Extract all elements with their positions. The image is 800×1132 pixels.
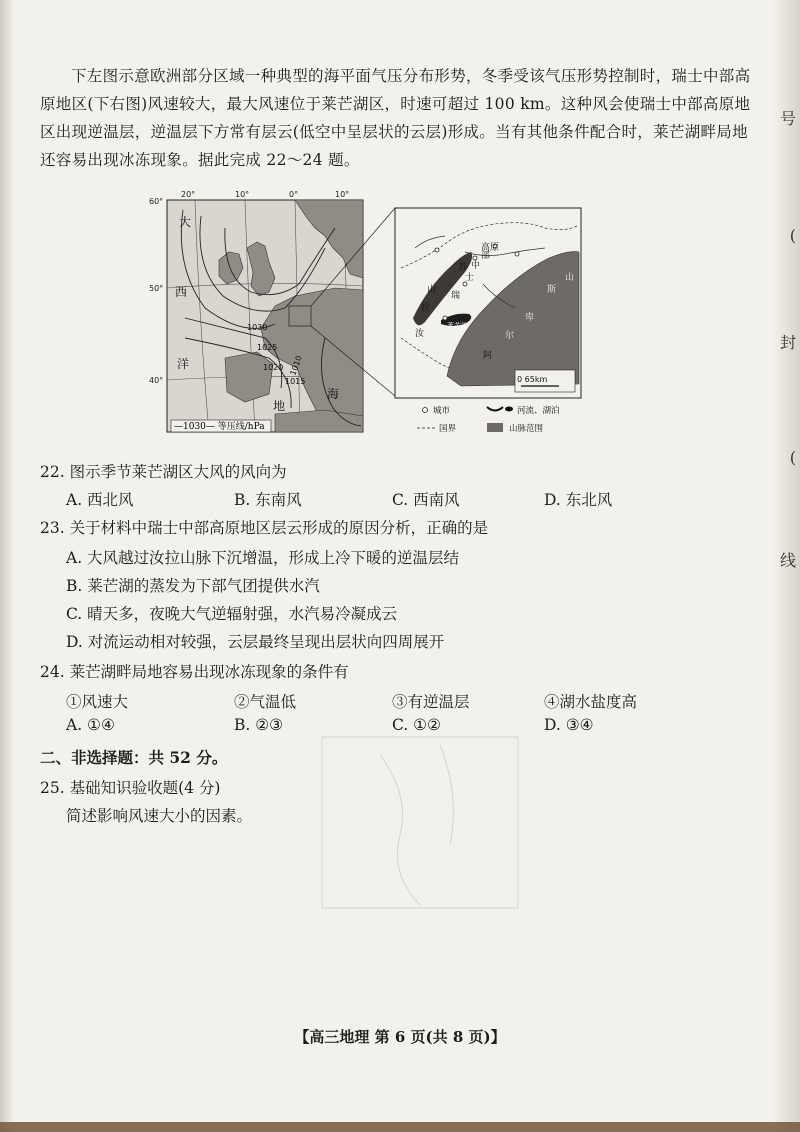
legend-mountain: 山脉范围 bbox=[509, 424, 544, 434]
place-label: 瑞 bbox=[451, 291, 461, 301]
isobar-label: 1020 bbox=[263, 363, 284, 372]
place-label: 莱芒湖 bbox=[447, 322, 468, 330]
item: ④湖水盐度高 bbox=[544, 693, 638, 711]
place-label: 汝 bbox=[415, 329, 425, 339]
place-label: 原 bbox=[490, 243, 500, 253]
isobar-legend: —1030— 等压线/hPa bbox=[174, 422, 265, 432]
place-label: 阿 bbox=[483, 351, 493, 361]
margin-glyph: 线 bbox=[779, 551, 796, 570]
page-edge-bottom bbox=[0, 1122, 800, 1132]
margin-glyph: 号 bbox=[779, 109, 796, 128]
bleed-through-map bbox=[320, 735, 520, 910]
place-label: 高 bbox=[481, 243, 491, 253]
option: A. 西北风 bbox=[66, 491, 134, 509]
place-label: 洋 bbox=[177, 357, 190, 371]
right-switzerland-map bbox=[395, 208, 581, 398]
option: A. ①④ bbox=[66, 716, 115, 734]
place-label: 士 bbox=[465, 273, 475, 283]
option: D. 东北风 bbox=[544, 491, 613, 509]
question-23-option-b: B. 莱芒湖的蒸发为下部气团提供水汽 bbox=[66, 577, 320, 595]
item: ①风速大 bbox=[66, 693, 129, 711]
item: ③有逆温层 bbox=[392, 693, 470, 711]
bleed-through bbox=[560, 420, 740, 436]
question-23-stem: 23. 关于材料中瑞士中部高原地区层云形成的原因分析，正确的是 bbox=[40, 519, 489, 537]
place-label: 大 bbox=[179, 215, 192, 229]
option: D. ③④ bbox=[544, 716, 594, 734]
place-label: 西 bbox=[175, 285, 188, 299]
scale-label: 0 65km bbox=[517, 375, 548, 384]
place-label: 卑 bbox=[525, 313, 535, 323]
question-23-option-a: A. 大风越过汝拉山脉下沉增温，形成上冷下暖的逆温层结 bbox=[66, 549, 460, 567]
page-edge-left bbox=[0, 0, 14, 1132]
margin-glyph: ( bbox=[789, 226, 796, 245]
option: B. 东南风 bbox=[234, 491, 302, 509]
option: C. ①② bbox=[392, 716, 441, 734]
isobar-label: 1010 bbox=[288, 354, 304, 377]
legend-city: 城市 bbox=[433, 406, 451, 416]
intro-paragraph: 下左图示意欧洲部分区域一种典型的海平面气压分布形势，冬季受该气压形势控制时，瑞士中部高原地区(下右图)风速较大，最大风速位于莱芒湖区，时速可超过 100 km。这种风会使瑞士中部高原地区出现逆温层，逆温层下方常有层云(低空中呈层状的云层)形成。当有其他条件配合时，莱芒湖畔局地还容易出现冰冻现象。据此完成 22～24 题。 bbox=[40, 67, 751, 169]
place-label: 拉 bbox=[421, 303, 431, 313]
maps-figure bbox=[149, 188, 585, 458]
question-25-body: 简述影响风速大小的因素。 bbox=[66, 807, 253, 825]
place-label: 斯 bbox=[547, 285, 557, 295]
right-map-legend bbox=[417, 405, 560, 434]
left-pressure-map bbox=[149, 190, 363, 432]
place-label: 苏 bbox=[458, 263, 468, 273]
question-23-option-c: C. 晴天多，夜晚大气逆辐射强，水汽易冷凝成云 bbox=[66, 605, 398, 623]
option: B. ②③ bbox=[234, 716, 284, 734]
lon-label: 0° bbox=[289, 190, 299, 199]
margin-glyph: ( bbox=[789, 448, 796, 467]
page-footer: 【高三地理 第 6 页(共 8 页)】 bbox=[294, 1028, 506, 1046]
item: ②气温低 bbox=[234, 693, 297, 711]
legend-river-lake: 河流、湖泊 bbox=[517, 406, 560, 416]
place-label: 地 bbox=[273, 399, 286, 413]
lon-label: 10° bbox=[335, 190, 350, 199]
lat-label: 60° bbox=[149, 197, 164, 206]
place-label: 部 bbox=[481, 251, 491, 261]
isobar-label: 1030 bbox=[247, 323, 268, 332]
lat-label: 40° bbox=[149, 376, 164, 385]
question-24-stem: 24. 莱芒湖畔局地容易出现冰冻现象的条件有 bbox=[40, 663, 349, 681]
isobar-label: 1015 bbox=[285, 377, 306, 386]
margin-glyph: 封 bbox=[779, 333, 796, 352]
isobar-label: 1025 bbox=[257, 343, 278, 352]
place-label: 海 bbox=[327, 387, 340, 401]
option: C. 西南风 bbox=[392, 491, 460, 509]
place-label: 尔 bbox=[505, 331, 515, 341]
question-23-option-d: D. 对流运动相对较强，云层最终呈现出层状向四周展开 bbox=[66, 633, 445, 651]
lon-label: 10° bbox=[235, 190, 250, 199]
place-label: 山 bbox=[427, 285, 437, 295]
lat-label: 50° bbox=[149, 284, 164, 293]
place-label: 山 bbox=[565, 273, 575, 283]
lon-label: 20° bbox=[181, 190, 196, 199]
section-2-heading: 二、非选择题：共 52 分。 bbox=[40, 748, 228, 767]
question-25-stem: 25. 基础知识验收题(4 分) bbox=[40, 779, 221, 797]
question-22-stem: 22. 图示季节莱芒湖区大风的风向为 bbox=[40, 463, 287, 481]
legend-border: 国界 bbox=[439, 424, 457, 434]
place-label: 中 bbox=[471, 261, 481, 271]
